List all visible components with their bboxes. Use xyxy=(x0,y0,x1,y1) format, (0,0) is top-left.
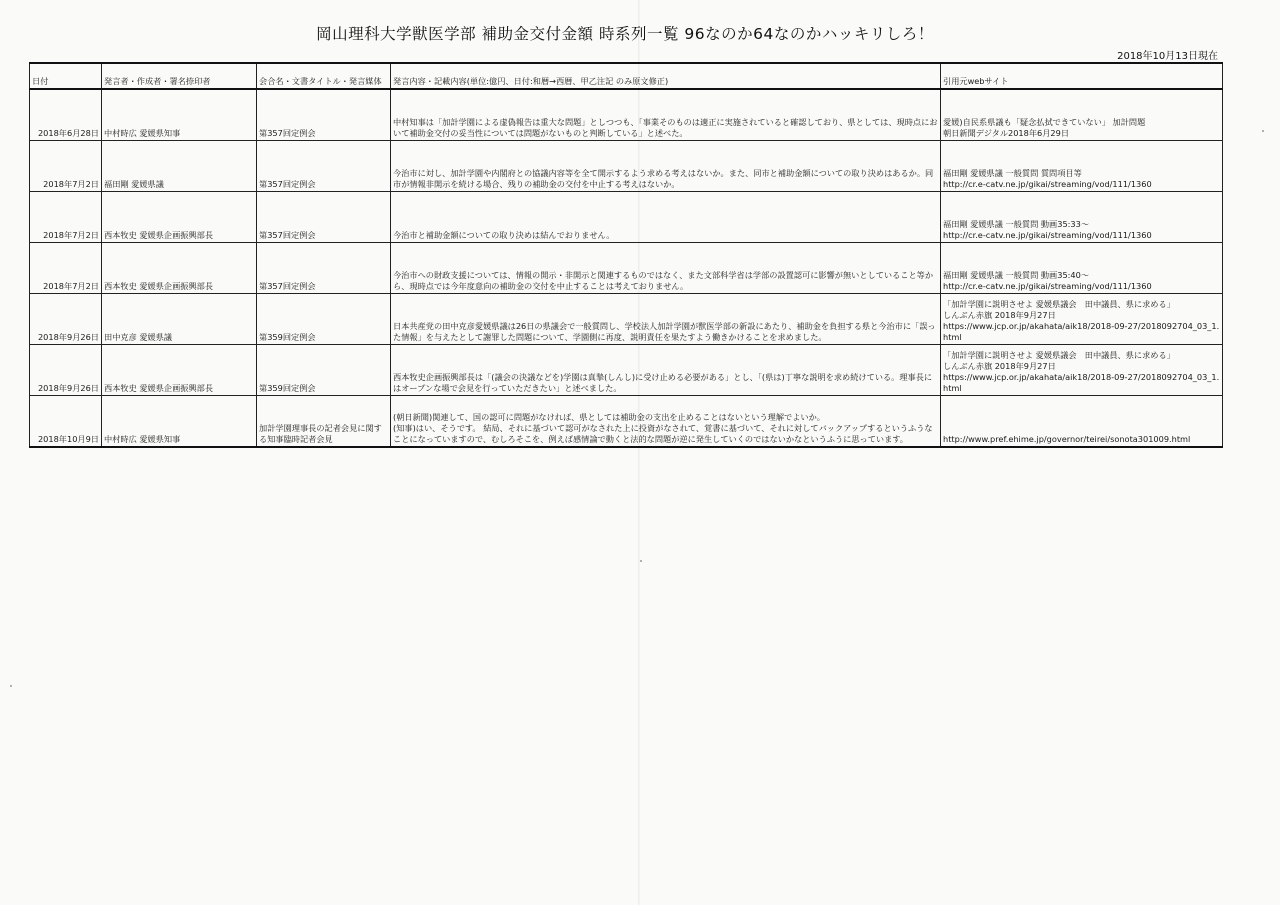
table-row xyxy=(30,395,1223,447)
cell-source: 「加計学園に説明させよ 愛媛県議会 田中議員、県に求める」 しんぶん赤旗 2018年9月27日 https://www.jcp.or.jp/akahata/aik18/2018-09-27/2018092704_03_1.html xyxy=(941,293,1223,344)
cell-date: 2018年10月9日 xyxy=(30,395,102,447)
cell-meeting: 第357回定例会 xyxy=(257,89,391,140)
cell-speaker: 西本牧史 愛媛県企画振興部長 xyxy=(102,242,257,293)
table-row xyxy=(30,293,1223,344)
timeline-table xyxy=(29,62,1223,448)
cell-meeting: 第359回定例会 xyxy=(257,293,391,344)
table-row xyxy=(30,242,1223,293)
as-of-date: 2018年10月13日現在 xyxy=(1117,51,1218,62)
cell-content: (朝日新聞)関連して、国の認可に問題がなければ、県としては補助金の支出を止めることはないという理解でよいか。 (知事)はい、そうです。 結局、それに基づいて認可がなされた上に投資がなされて、覚書に基づいて、それに対してバックアップするというふうなことになっていますので、むしろそこを、例えば感情論で動くと法的な問題が逆に発生していくのではないかなというふうに思っています。 xyxy=(391,395,941,447)
cell-source: 「加計学園に説明させよ 愛媛県議会 田中議員、県に求める」 しんぶん赤旗 2018年9月27日 https://www.jcp.or.jp/akahata/aik18/2018-09-27/2018092704_03_1.html xyxy=(941,344,1223,395)
cell-meeting: 第357回定例会 xyxy=(257,191,391,242)
cell-meeting: 第357回定例会 xyxy=(257,140,391,191)
cell-speaker: 田中克彦 愛媛県議 xyxy=(102,293,257,344)
cell-content: 日本共産党の田中克彦愛媛県議は26日の県議会で一般質問し、学校法人加計学園が獣医学部の新設にあたり、補助金を負担する県と今治市に「誤った情報」を与えたとして謝罪した問題について、学園側に再度、説明責任を果たすよう働きかけることを求めました。 xyxy=(391,293,941,344)
table-row xyxy=(30,191,1223,242)
table-row xyxy=(30,344,1223,395)
table-row xyxy=(30,140,1223,191)
cell-speaker: 中村時広 愛媛県知事 xyxy=(102,395,257,447)
cell-source: 愛媛)自民系県議も「疑念払拭できていない」 加計問題 朝日新聞デジタル2018年6月29日 xyxy=(941,89,1223,140)
cell-source: 福田剛 愛媛県議 一般質問 質問項目等 http://cr.e-catv.ne.jp/gikai/streaming/vod/111/1360 xyxy=(941,140,1223,191)
cell-meeting: 加計学園理事長の記者会見に関する知事臨時記者会見 xyxy=(257,395,391,447)
cell-content: 今治市に対し、加計学園や内閣府との協議内容等を全て開示するよう求める考えはないか。また、同市と補助金額についての取り決めはあるか。同市が情報非開示を続ける場合、残りの補助金の交付を中止する考えはないか。 xyxy=(391,140,941,191)
header-source: 引用元webサイト xyxy=(941,63,1223,89)
cell-meeting: 第357回定例会 xyxy=(257,242,391,293)
header-content: 発言内容・記載内容(単位:億円、日付:和暦→西暦、甲乙注記 のみ原文修正) xyxy=(391,63,941,89)
scan-speck xyxy=(10,685,12,687)
scan-speck xyxy=(640,560,642,562)
cell-speaker: 中村時広 愛媛県知事 xyxy=(102,89,257,140)
page-title: 岡山理科大学獣医学部 補助金交付金額 時系列一覧 96なのか64なのかハッキリしろ！ xyxy=(316,25,934,43)
cell-date: 2018年7月2日 xyxy=(30,140,102,191)
scan-speck xyxy=(1262,130,1264,132)
header-date: 日付 xyxy=(30,63,102,89)
cell-date: 2018年7月2日 xyxy=(30,242,102,293)
table-row xyxy=(30,89,1223,140)
cell-meeting: 第359回定例会 xyxy=(257,344,391,395)
cell-date: 2018年6月28日 xyxy=(30,89,102,140)
table-header-row xyxy=(30,63,1223,89)
cell-speaker: 西本牧史 愛媛県企画振興部長 xyxy=(102,344,257,395)
cell-content: 西本牧史企画振興部長は「(議会の決議などを)学園は真摯(しんし)に受け止める必要がある」とし、「(県は)丁寧な説明を求め続けている。理事長にはオープンな場で会見を行っていただきたい」と述べました。 xyxy=(391,344,941,395)
cell-content: 今治市と補助金額についての取り決めは結んでおりません。 xyxy=(391,191,941,242)
cell-speaker: 西本牧史 愛媛県企画振興部長 xyxy=(102,191,257,242)
cell-speaker: 福田剛 愛媛県議 xyxy=(102,140,257,191)
cell-source: 福田剛 愛媛県議 一般質問 動画35:40～ http://cr.e-catv.ne.jp/gikai/streaming/vod/111/1360 xyxy=(941,242,1223,293)
cell-content: 今治市への財政支援については、情報の開示・非開示と関連するものではなく、また文部科学省は学部の設置認可に影響が無いとしていること等から、現時点では今年度意向の補助金の交付を中止することは考えておりません。 xyxy=(391,242,941,293)
cell-date: 2018年9月26日 xyxy=(30,293,102,344)
header-meeting: 会合名・文書タイトル・発言媒体 xyxy=(257,63,391,89)
header-speaker: 発言者・作成者・署名捺印者 xyxy=(102,63,257,89)
cell-source: http://www.pref.ehime.jp/governor/teirei/sonota301009.html xyxy=(941,395,1223,447)
cell-source: 福田剛 愛媛県議 一般質問 動画35:33～ http://cr.e-catv.ne.jp/gikai/streaming/vod/111/1360 xyxy=(941,191,1223,242)
cell-date: 2018年9月26日 xyxy=(30,344,102,395)
cell-date: 2018年7月2日 xyxy=(30,191,102,242)
cell-content: 中村知事は「加計学園による虚偽報告は重大な問題」としつつも、「事業そのものは適正に実施されていると確認しており、県としては、現時点において補助金交付の妥当性については問題がないものと判断している」と述べた。 xyxy=(391,89,941,140)
